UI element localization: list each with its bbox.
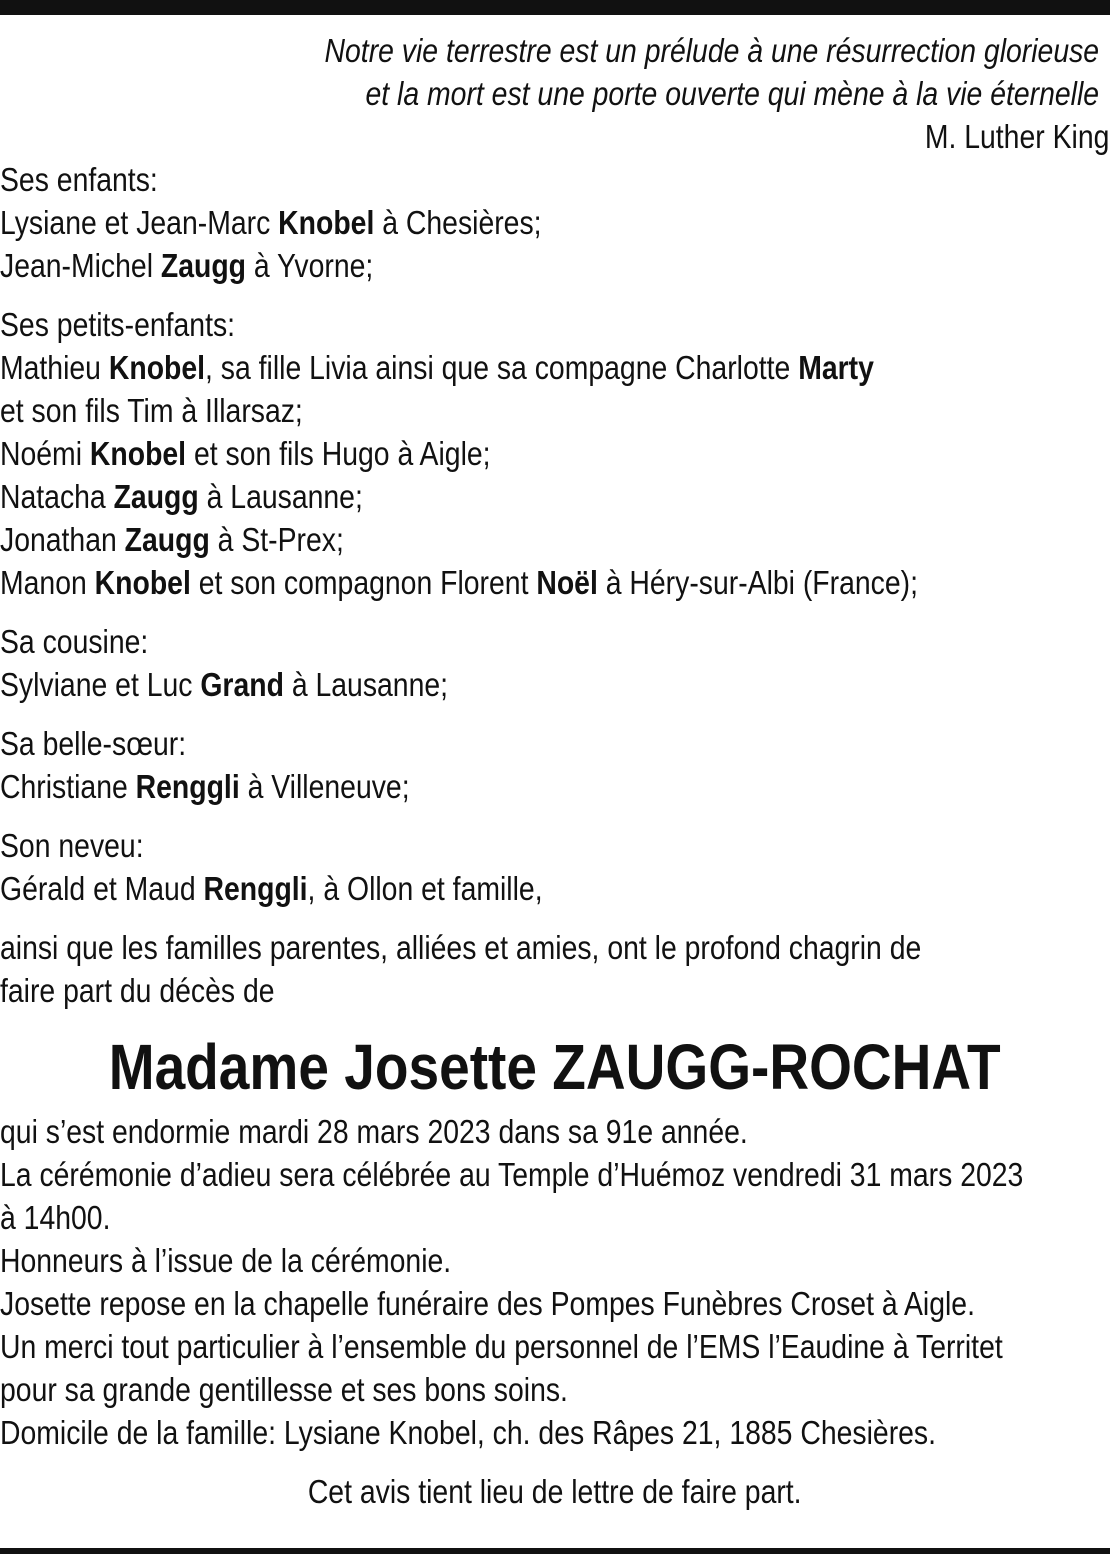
- children-section: [0, 158, 1109, 287]
- grandchildren-line-1: Mathieu Knobel, sa fille Livia ainsi que sa compagne Charlotte Marty: [0, 349, 874, 386]
- nephew-section: [0, 824, 1109, 910]
- detail-line: Honneurs à l’issue de la cérémonie.: [0, 1242, 452, 1279]
- deceased-name: Madame Josette ZAUGG-ROCHAT: [108, 1031, 1001, 1103]
- detail-line: Un merci tout particulier à l’ensemble du personnel de l’EMS l’Eaudine à Territet: [0, 1328, 1003, 1365]
- grandchildren-line-4: Natacha Zaugg à Lausanne;: [0, 478, 363, 515]
- bottom-rule: [0, 1548, 1110, 1554]
- quote-line-2: et la mort est une porte ouverte qui mène à la vie éternelle: [365, 75, 1100, 112]
- detail-line: La cérémonie d’adieu sera célébrée au Temple d’Huémoz vendredi 31 mars 2023: [0, 1156, 1024, 1193]
- cousin-section: [0, 620, 1109, 706]
- closing-note: Cet avis tient lieu de lettre de faire part.: [307, 1473, 802, 1510]
- detail-line: Domicile de la famille: Lysiane Knobel, ch. des Râpes 21, 1885 Chesières.: [0, 1414, 937, 1451]
- grandchildren-line-6: Manon Knobel et son compagnon Florent Noël à Héry-sur-Albi (France);: [0, 564, 918, 601]
- announcement-line-2: faire part du décès de: [0, 972, 275, 1009]
- grandchildren-line-2: et son fils Tim à Illarsaz;: [0, 392, 303, 429]
- sister-in-law-heading: Sa belle-sœur:: [0, 725, 187, 762]
- announcement-line-1: ainsi que les familles parentes, alliées et amies, ont le profond chagrin de: [0, 929, 922, 966]
- detail-line: Josette repose en la chapelle funéraire des Pompes Funèbres Croset à Aigle.: [0, 1285, 975, 1322]
- grandchildren-line-5: Jonathan Zaugg à St-Prex;: [0, 521, 344, 558]
- detail-line: qui s’est endormie mardi 28 mars 2023 dans sa 91e année.: [0, 1113, 748, 1150]
- sister-in-law-line: Christiane Renggli à Villeneuve;: [0, 768, 410, 805]
- children-line-2: Jean-Michel Zaugg à Yvorne;: [0, 247, 374, 284]
- details-section: [0, 1110, 1109, 1454]
- nephew-line: Gérald et Maud Renggli, à Ollon et famille,: [0, 870, 543, 907]
- quote-author: M. Luther King: [924, 118, 1110, 155]
- children-heading: Ses enfants:: [0, 161, 158, 198]
- notice-body: [0, 29, 1109, 1513]
- grandchildren-heading: Ses petits-enfants:: [0, 306, 236, 343]
- detail-line: pour sa grande gentillesse et ses bons soins.: [0, 1371, 568, 1408]
- grandchildren-line-3: Noémi Knobel et son fils Hugo à Aigle;: [0, 435, 491, 472]
- cousin-line: Sylviane et Luc Grand à Lausanne;: [0, 666, 449, 703]
- detail-line: à 14h00.: [0, 1199, 111, 1236]
- grandchildren-section: [0, 303, 1109, 604]
- top-rule: [0, 0, 1110, 15]
- cousin-heading: Sa cousine:: [0, 623, 149, 660]
- nephew-heading: Son neveu:: [0, 827, 144, 864]
- sister-in-law-section: [0, 722, 1109, 808]
- announcement-section: [0, 926, 1109, 1012]
- quote-line-1: Notre vie terrestre est un prélude à une résurrection glorieuse: [324, 32, 1100, 69]
- children-line-1: Lysiane et Jean-Marc Knobel à Chesières;: [0, 204, 542, 241]
